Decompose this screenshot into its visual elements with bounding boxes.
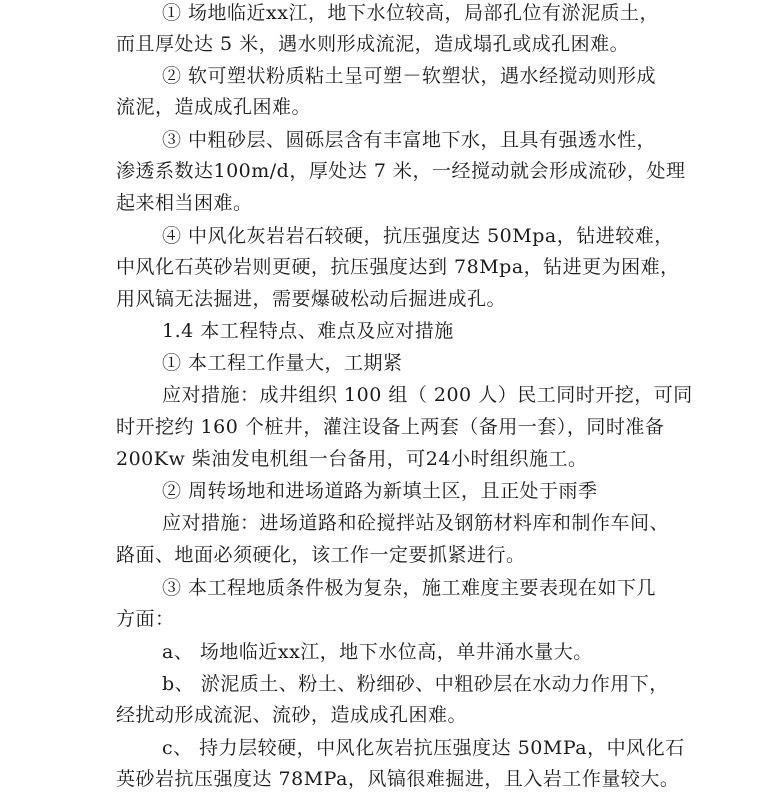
text-line-6: 渗透系数达100m/d，厚处达 7 米，一经搅动就会形成流砂，处理 [116,160,686,182]
text-line-15: 200Kw 柴油发电机组一台备用，可24小时组织施工。 [116,448,588,470]
text-line-7: 起来相当困难。 [116,192,253,214]
text-line-23: 经扰动形成流泥、流砂，造成成孔困难。 [116,704,468,726]
text-line-14: 时开挖约 160 个桩井，灌注设备上两套（备用一套），同时准备 [116,416,665,438]
text-line-18: 路面、地面必须硬化，该工作一定要抓紧进行。 [116,544,526,566]
text-line-19: ③ 本工程地质条件极为复杂，施工难度主要表现在如下几 [162,577,657,599]
text-line-5: ③ 中粗砂层、圆砾层含有丰富地下水，且具有强透水性， [162,129,657,151]
text-line-20: 方面： [116,608,175,630]
text-line-25: 英砂岩抗压强度达 78MPa，风镐很难掘进，且入岩工作量较大。 [116,768,680,790]
text-line-17: 应对措施：进场道路和砼搅拌站及钢筋材料库和制作车间、 [162,512,670,534]
text-line-4: 流泥，造成成孔困难。 [116,96,312,118]
text-line-24: c、 持力层较硬，中风化灰岩抗压强度达 50MPa，中风化石 [162,737,685,759]
text-line-22: b、 淤泥质土、粉土、粉细砂、中粗砂层在水动力作用下， [162,673,669,695]
text-line-9: 中风化石英砂岩则更硬，抗压强度达到 78Mpa，钻进更为困难， [116,256,680,278]
text-line-13: 应对措施：成井组织 100 组（ 200 人）民工同时开挖，可同 [162,384,693,406]
text-line-21: a、 场地临近xx江，地下水位高，单井涌水量大。 [162,641,593,663]
text-line-2: 而且厚处达 5 米，遇水则形成流泥，造成塌孔或成孔困难。 [116,33,630,55]
text-line-3: ② 软可塑状粉质粘土呈可塑－软塑状，遇水经搅动则形成 [162,65,657,87]
text-line-1: ① 场地临近xx江，地下水位较高，局部孔位有淤泥质土， [162,2,659,24]
text-line-8: ④ 中风化灰岩岩石较硬，抗压强度达 50Mpa，钻进较难， [162,225,674,247]
text-line-16: ② 周转场地和进场道路为新填土区，且正处于雨季 [162,480,598,502]
text-line-10: 用风镐无法掘进，需要爆破松动后掘进成孔。 [116,288,507,310]
text-line-12: ① 本工程工作量大，工期紧 [162,352,403,374]
section-heading: 1.4 本工程特点、难点及应对措施 [162,320,454,342]
